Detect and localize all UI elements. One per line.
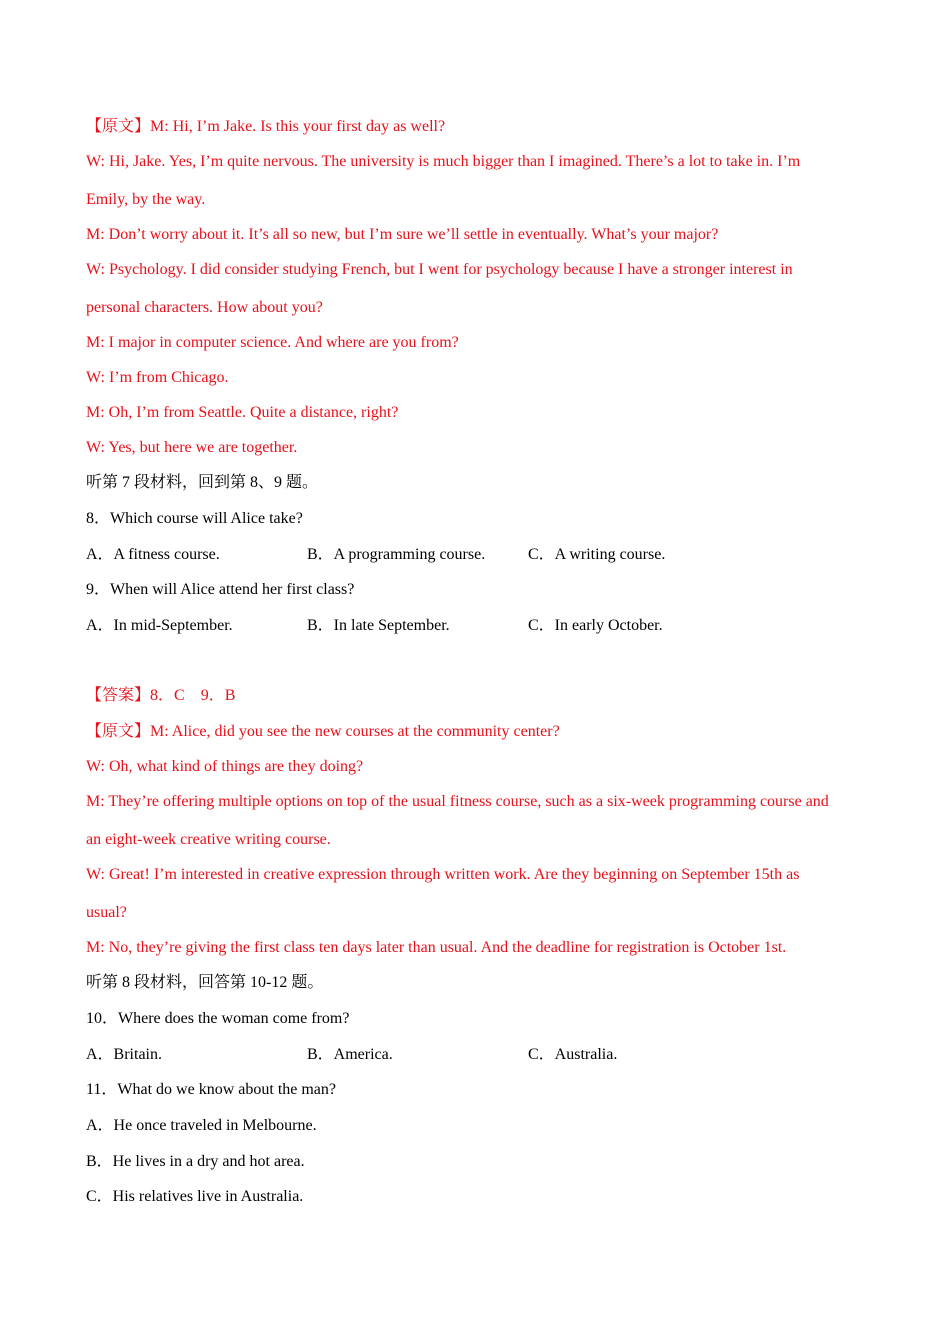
question-stem: 8．Which course will Alice take? [86,510,303,527]
transcript-line: W: Great! I’m interested in creative expression through written work. Are they beginning on September 15th as [86,866,800,883]
option-c: C．His relatives live in Australia. [86,1188,304,1205]
option-c: C．Australia. [528,1046,618,1063]
transcript-line: M: They’re offering multiple options on top of the usual fitness course, such as a six-week programming course and [86,793,829,810]
transcript-line: W: Oh, what kind of things are they doing? [86,758,364,775]
option-b: B．He lives in a dry and hot area. [86,1153,305,1170]
transcript-line: 【原文】M: Alice, did you see the new courses at the community center? [86,723,560,740]
option-a: A．He once traveled in Melbourne. [86,1117,317,1134]
option-b: B．A programming course. [307,546,486,563]
transcript-line: W: Psychology. I did consider studying French, but I went for psychology because I have a stronger interest in [86,261,793,278]
transcript-label: 【原文】 [86,118,151,135]
option-c: C．A writing course. [528,546,666,563]
question-stem: 9．When will Alice attend her first class? [86,581,355,598]
option-b: B．America. [307,1046,393,1063]
option-a: A．In mid-September. [86,617,233,634]
transcript-line: M: Oh, I’m from Seattle. Quite a distance, right? [86,404,399,421]
transcript-line: M: I major in computer science. And where are you from? [86,334,459,351]
section-intro: 听第 7 段材料，回到第 8、9 题。 [86,474,319,491]
question-stem: 11．What do we know about the man? [86,1081,337,1098]
transcript-line: W: Yes, but here we are together. [86,439,298,456]
transcript-line: Emily, by the way. [86,191,206,208]
transcript-line: an eight-week creative writing course. [86,831,331,848]
option-c: C．In early October. [528,617,663,634]
transcript-line: W: Hi, Jake. Yes, I’m quite nervous. The university is much bigger than I imagined. There’s a lot to take in. I’m [86,153,801,170]
section-intro: 听第 8 段材料，回答第 10-12 题。 [86,974,324,991]
answer-line [86,686,876,706]
answer-text: 8．C 9．B [150,687,236,704]
transcript-line: M: No, they’re giving the first class ten days later than usual. And the deadline for registration is October 1st. [86,939,787,956]
answer-label: 【答案】 [86,687,151,704]
transcript-line: W: I’m from Chicago. [86,369,229,386]
option-b: B．In late September. [307,617,450,634]
question-stem: 10．Where does the woman come from? [86,1010,350,1027]
transcript-line: personal characters. How about you? [86,299,323,316]
transcript-line: 【原文】M: Hi, I’m Jake. Is this your first day as well? [86,118,446,135]
transcript-line: M: Don’t worry about it. It’s all so new, but I’m sure we’ll settle in eventually. What’s your major? [86,226,719,243]
transcript-line: usual? [86,904,127,921]
option-a: A．A fitness course. [86,546,220,563]
option-a: A．Britain. [86,1046,162,1063]
transcript-label: 【原文】 [86,723,151,740]
